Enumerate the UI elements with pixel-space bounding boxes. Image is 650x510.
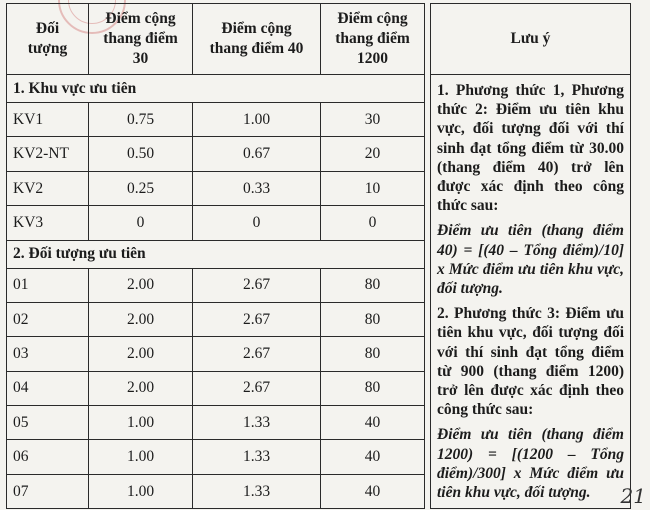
table-row: 05 1.00 1.33 40 — [7, 406, 631, 440]
table-row: 03 2.00 2.67 80 — [7, 337, 631, 371]
table-row: 04 2.00 2.67 80 — [7, 371, 631, 405]
note-formula-2: Điểm ưu tiên (thang điểm 1200) = [(1200 – Tổng điểm)/300] x Mức điểm ưu tiên khu vực, đối tượng. — [437, 426, 624, 502]
table-row: 07 1.00 1.33 40 — [7, 474, 631, 508]
section-khu-vuc-row — [7, 75, 631, 103]
notes-cell — [431, 75, 631, 509]
header-doi-tuong: Đối tượng — [7, 4, 89, 75]
table-row: KV3 0 0 0 — [7, 206, 631, 240]
section-doi-tuong-title: 2. Đối tượng ưu tiên — [7, 240, 425, 268]
handwritten-page-mark: 21 — [620, 484, 646, 508]
header-luu-y: Lưu ý — [431, 4, 631, 75]
note-method-3: 2. Phương thức 3: Điểm ưu tiên khu vực, đối tượng đối với thí sinh đạt tổng điểm từ 900 (thang điểm 1200) trở lên được xác định theo công thức sau: — [437, 305, 624, 419]
table-row: KV2-NT 0.50 0.67 20 — [7, 137, 631, 171]
note-formula-1: Điểm ưu tiên (thang điểm 40) = [(40 – Tổng điểm)/10] x Mức điểm ưu tiên khu vực, đối tượng. — [437, 222, 624, 298]
header-diem-cong-1200: Điểm cộng thang điểm 1200 — [321, 4, 425, 75]
section-khu-vuc-title: 1. Khu vực ưu tiên — [7, 75, 425, 103]
table-row: KV2 0.25 0.33 10 — [7, 171, 631, 205]
header-diem-cong-40: Điểm cộng thang điểm 40 — [193, 4, 321, 75]
note-method-1-2: 1. Phương thức 1, Phương thức 2: Điểm ưu tiên khu vực, đối tượng đối với thí sinh đạt tổng điểm từ 30.00 (thang điểm 40) trở lên được xác định theo công thức sau: — [437, 82, 624, 215]
priority-points-table — [6, 3, 631, 509]
header-diem-cong-30: Điểm cộng thang điểm 30 — [89, 4, 193, 75]
table-row: KV1 0.75 1.00 30 — [7, 103, 631, 137]
table-row: 06 1.00 1.33 40 — [7, 440, 631, 474]
table-row: 01 2.00 2.67 80 — [7, 268, 631, 302]
table-header-row — [7, 4, 631, 75]
table-row: 02 2.00 2.67 80 — [7, 303, 631, 337]
